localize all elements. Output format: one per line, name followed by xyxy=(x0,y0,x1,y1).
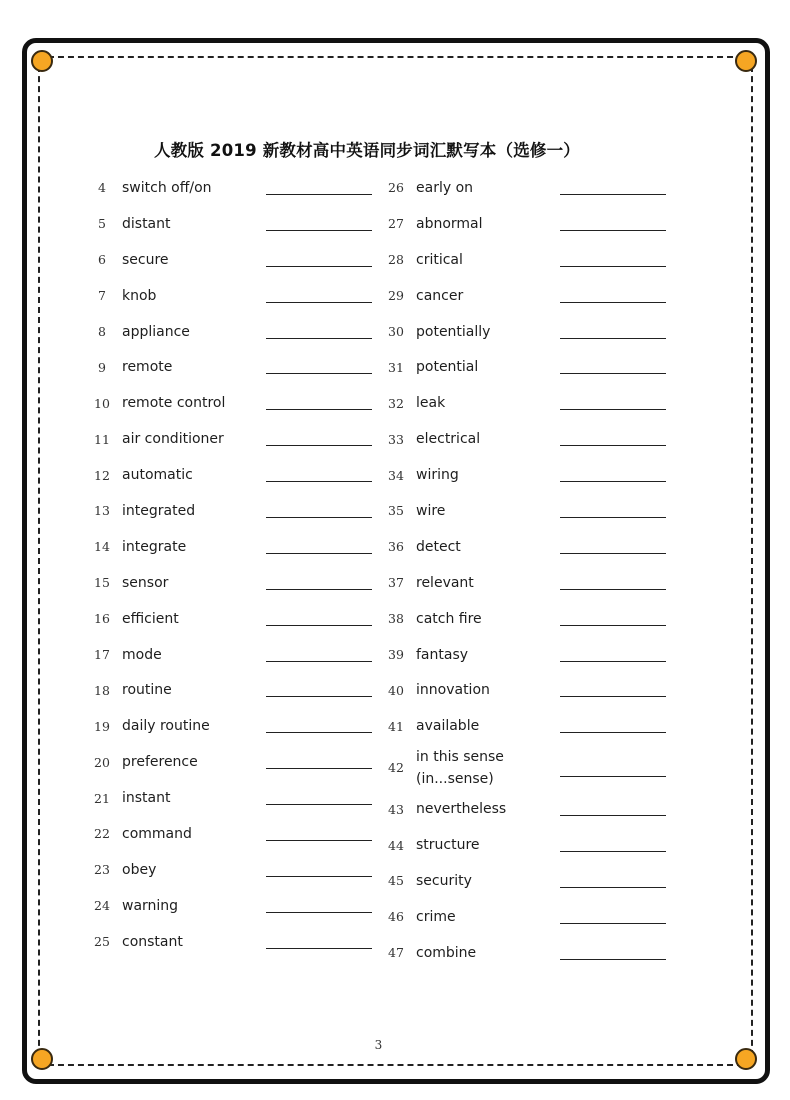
vocab-number: 33 xyxy=(388,431,404,447)
vocab-number: 40 xyxy=(388,682,404,698)
vocab-row xyxy=(88,529,378,565)
vocab-row xyxy=(382,565,682,601)
answer-blank[interactable] xyxy=(266,445,372,446)
vocab-word: electrical xyxy=(416,431,481,448)
answer-blank[interactable] xyxy=(560,696,666,697)
vocab-row xyxy=(382,708,682,744)
vocab-number: 37 xyxy=(388,575,404,591)
vocab-number: 14 xyxy=(94,539,110,555)
vocab-word: obey xyxy=(122,861,157,878)
vocab-word: potential xyxy=(416,359,479,376)
vocab-word: leak xyxy=(416,395,446,412)
answer-blank[interactable] xyxy=(560,776,666,777)
vocab-row xyxy=(382,935,682,971)
vocab-word: in this sense (in...sense) xyxy=(416,748,504,787)
answer-blank[interactable] xyxy=(266,302,372,303)
answer-blank[interactable] xyxy=(560,481,666,482)
vocab-row xyxy=(382,457,682,493)
answer-blank[interactable] xyxy=(266,230,372,231)
vocab-word: automatic xyxy=(122,467,193,484)
vocab-number: 5 xyxy=(98,216,106,232)
vocab-word: fantasy xyxy=(416,646,469,663)
vocab-number: 21 xyxy=(94,790,110,806)
vocab-row xyxy=(88,852,378,888)
vocab-row xyxy=(382,744,682,791)
vocab-row xyxy=(382,827,682,863)
answer-blank[interactable] xyxy=(560,732,666,733)
vocab-row xyxy=(382,637,682,673)
answer-blank[interactable] xyxy=(266,194,372,195)
vocab-word: sensor xyxy=(122,574,169,591)
vocab-number: 17 xyxy=(94,647,110,663)
vocab-row xyxy=(88,242,378,278)
vocab-word: catch fire xyxy=(416,610,482,627)
vocab-word: wiring xyxy=(416,467,459,484)
vocab-word: available xyxy=(416,718,480,735)
vocab-word: innovation xyxy=(416,682,490,699)
answer-blank[interactable] xyxy=(560,923,666,924)
corner-dot-icon xyxy=(31,50,53,72)
vocab-row xyxy=(382,349,682,385)
vocab-number: 10 xyxy=(94,395,110,411)
vocab-row xyxy=(382,899,682,935)
vocab-row xyxy=(382,385,682,421)
answer-blank[interactable] xyxy=(266,696,372,697)
vocab-word: command xyxy=(122,825,192,842)
vocab-row xyxy=(382,791,682,827)
vocab-number: 11 xyxy=(94,431,110,447)
vocab-word: appliance xyxy=(122,323,190,340)
answer-blank[interactable] xyxy=(266,732,372,733)
vocab-row xyxy=(382,493,682,529)
vocab-row xyxy=(88,349,378,385)
vocab-word: efficient xyxy=(122,610,179,627)
vocab-number: 9 xyxy=(98,359,106,375)
vocab-word: early on xyxy=(416,179,474,196)
vocab-number: 8 xyxy=(98,324,106,339)
answer-blank[interactable] xyxy=(266,876,372,877)
vocab-row xyxy=(382,314,682,350)
vocab-word: preference xyxy=(122,754,198,771)
vocab-number: 44 xyxy=(388,837,404,853)
vocab-number: 22 xyxy=(94,826,110,842)
vocab-row xyxy=(88,924,378,960)
vocab-word: integrated xyxy=(122,502,196,519)
vocab-word: switch off/on xyxy=(122,179,212,196)
vocab-row xyxy=(88,170,378,206)
answer-blank[interactable] xyxy=(560,517,666,518)
answer-blank[interactable] xyxy=(266,338,372,339)
vocab-number: 6 xyxy=(98,252,106,268)
vocab-row xyxy=(382,278,682,314)
answer-blank[interactable] xyxy=(560,230,666,231)
vocab-word: abnormal xyxy=(416,215,483,232)
vocab-row xyxy=(382,672,682,708)
answer-blank[interactable] xyxy=(266,266,372,267)
vocab-row xyxy=(382,601,682,637)
vocab-number: 28 xyxy=(388,252,404,268)
answer-blank[interactable] xyxy=(266,589,372,590)
answer-blank[interactable] xyxy=(560,815,666,816)
vocab-number: 16 xyxy=(94,611,110,627)
vocab-number: 31 xyxy=(388,359,404,375)
vocab-number: 23 xyxy=(94,862,110,878)
vocab-row xyxy=(88,206,378,242)
vocab-number: 46 xyxy=(388,909,404,925)
vocab-number: 42 xyxy=(388,760,404,776)
vocab-word: critical xyxy=(416,251,463,268)
answer-blank[interactable] xyxy=(266,553,372,554)
vocab-word: structure xyxy=(416,837,480,854)
vocab-word: relevant xyxy=(416,574,474,591)
answer-blank[interactable] xyxy=(560,887,666,888)
vocab-number: 32 xyxy=(388,395,404,411)
vocab-row xyxy=(88,565,378,601)
answer-blank[interactable] xyxy=(266,768,372,769)
vocab-number: 12 xyxy=(94,467,110,483)
vocab-row xyxy=(382,863,682,899)
vocab-row xyxy=(382,242,682,278)
vocab-word: knob xyxy=(122,287,157,304)
answer-blank[interactable] xyxy=(266,804,372,805)
answer-blank[interactable] xyxy=(560,661,666,662)
answer-blank[interactable] xyxy=(266,661,372,662)
page-title: 人教版 2019 新教材高中英语同步词汇默写本（选修一） xyxy=(153,141,580,160)
vocab-number: 41 xyxy=(388,718,404,734)
vocab-column-left xyxy=(88,170,378,960)
vocab-row xyxy=(88,493,378,529)
vocab-row xyxy=(88,385,378,421)
vocab-row xyxy=(88,421,378,457)
vocab-number: 36 xyxy=(388,539,404,555)
vocab-number: 30 xyxy=(388,324,404,339)
vocab-number: 15 xyxy=(94,575,110,591)
vocab-word: constant xyxy=(122,933,183,950)
vocab-row xyxy=(88,780,378,816)
answer-blank[interactable] xyxy=(560,589,666,590)
vocab-number: 29 xyxy=(388,288,404,304)
answer-blank[interactable] xyxy=(560,959,666,960)
vocab-row xyxy=(88,278,378,314)
vocab-number: 34 xyxy=(388,467,404,483)
vocab-number: 18 xyxy=(94,682,110,698)
vocab-word: combine xyxy=(416,944,477,961)
vocab-number: 20 xyxy=(94,754,110,770)
vocab-column-right xyxy=(382,170,682,971)
vocab-word: mode xyxy=(122,646,162,663)
answer-blank[interactable] xyxy=(266,481,372,482)
vocab-number: 19 xyxy=(94,718,110,734)
vocab-word: nevertheless xyxy=(416,801,507,818)
vocab-word: warning xyxy=(122,897,179,914)
vocab-number: 35 xyxy=(388,503,404,519)
answer-blank[interactable] xyxy=(266,409,372,410)
vocab-word: wire xyxy=(416,502,446,519)
vocab-word: integrate xyxy=(122,538,187,555)
vocab-number: 13 xyxy=(94,503,110,519)
answer-blank[interactable] xyxy=(560,409,666,410)
answer-blank[interactable] xyxy=(560,445,666,446)
vocab-row xyxy=(382,170,682,206)
vocab-row xyxy=(382,529,682,565)
vocab-word: secure xyxy=(122,251,169,268)
vocab-word: detect xyxy=(416,538,461,555)
vocab-word: daily routine xyxy=(122,718,210,735)
answer-blank[interactable] xyxy=(560,553,666,554)
vocab-word: air conditioner xyxy=(122,431,224,448)
vocab-row xyxy=(88,744,378,780)
vocab-number: 26 xyxy=(388,180,404,196)
vocab-row xyxy=(88,816,378,852)
vocab-row xyxy=(88,601,378,637)
vocab-word: security xyxy=(416,872,472,889)
vocab-row xyxy=(88,888,378,924)
vocab-number: 25 xyxy=(94,934,110,950)
vocab-number: 47 xyxy=(388,945,404,961)
vocab-number: 7 xyxy=(98,288,106,304)
vocab-word: routine xyxy=(122,682,172,699)
answer-blank[interactable] xyxy=(560,625,666,626)
vocab-row xyxy=(382,421,682,457)
vocab-number: 43 xyxy=(388,801,404,817)
answer-blank[interactable] xyxy=(266,948,372,949)
vocab-row xyxy=(88,314,378,350)
vocab-row xyxy=(88,672,378,708)
answer-blank[interactable] xyxy=(560,851,666,852)
vocab-number: 45 xyxy=(388,873,404,889)
answer-blank[interactable] xyxy=(266,373,372,374)
vocab-word: potentially xyxy=(416,323,491,340)
vocab-row xyxy=(88,708,378,744)
answer-blank[interactable] xyxy=(560,338,666,339)
vocab-word: remote xyxy=(122,359,173,376)
vocab-word: crime xyxy=(416,908,456,925)
answer-blank[interactable] xyxy=(266,912,372,913)
vocab-word: distant xyxy=(122,215,171,232)
vocab-number: 38 xyxy=(388,611,404,627)
vocab-row xyxy=(382,206,682,242)
vocab-word: cancer xyxy=(416,287,464,304)
vocab-row xyxy=(88,457,378,493)
answer-blank[interactable] xyxy=(560,194,666,195)
answer-blank[interactable] xyxy=(560,373,666,374)
vocab-number: 27 xyxy=(388,216,404,232)
answer-blank[interactable] xyxy=(560,302,666,303)
vocab-row xyxy=(88,637,378,673)
corner-dot-icon xyxy=(735,50,757,72)
vocab-word: instant xyxy=(122,790,171,807)
answer-blank[interactable] xyxy=(266,625,372,626)
page-number: 3 xyxy=(374,1038,383,1052)
vocab-number: 39 xyxy=(388,647,404,663)
vocab-word: remote control xyxy=(122,395,226,412)
vocab-number: 24 xyxy=(94,898,110,914)
answer-blank[interactable] xyxy=(266,840,372,841)
answer-blank[interactable] xyxy=(266,517,372,518)
answer-blank[interactable] xyxy=(560,266,666,267)
vocab-number: 4 xyxy=(98,180,106,196)
